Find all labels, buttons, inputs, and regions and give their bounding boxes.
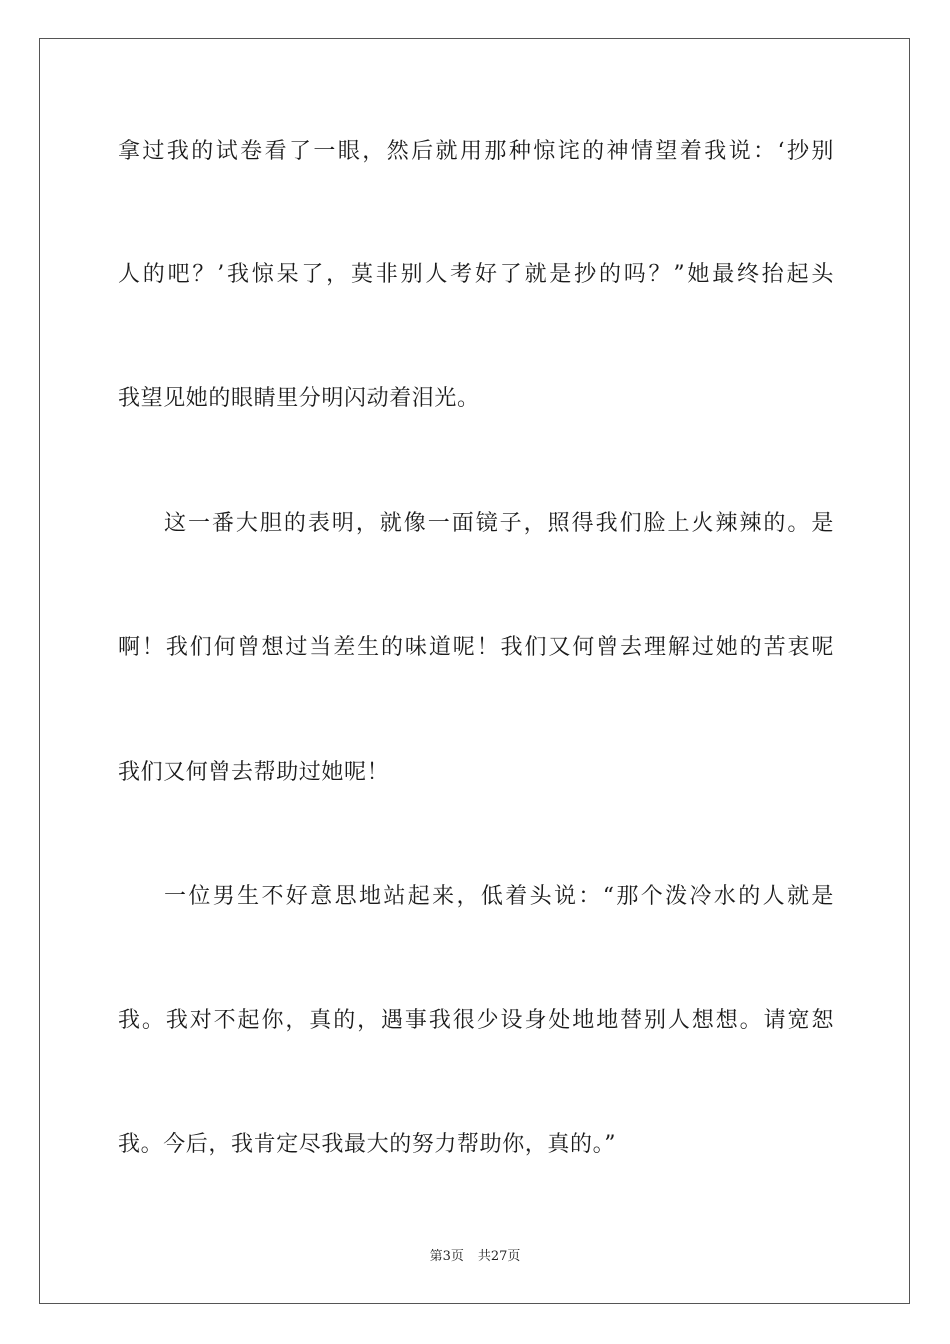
text-line: 拿过我的试卷看了一眼，然后就用那种惊诧的神情望着我说：‘抄别	[118, 139, 834, 164]
paragraph-first-line: 一位男生不好意思地站起来，低着头说：“那个泼冷水的人就是	[164, 884, 834, 909]
page-number: 第3页	[429, 1249, 464, 1264]
text-line: 我们又何曾去帮助过她呢！	[118, 760, 390, 785]
text-line: 我。我对不起你，真的，遇事我很少设身处地地替别人想想。请宽恕	[118, 1008, 834, 1033]
page-footer	[0, 1248, 950, 1266]
text-line: 我望见她的眼睛里分明闪动着泪光。	[118, 386, 480, 411]
text-line: 我。今后，我肯定尽我最大的努力帮助你，真的。”	[118, 1132, 617, 1157]
paragraph-first-line: 这一番大胆的表明，就像一面镜子，照得我们脸上火辣辣的。是	[164, 511, 834, 536]
page-total: 共27页	[477, 1249, 521, 1264]
page-border	[39, 38, 910, 1304]
text-line: 啊！我们何曾想过当差生的味道呢！我们又何曾去理解过她的苦衷呢	[118, 635, 834, 660]
text-line: 人的吧？’我惊呆了，莫非别人考好了就是抄的吗？”她最终抬起头	[118, 262, 834, 287]
